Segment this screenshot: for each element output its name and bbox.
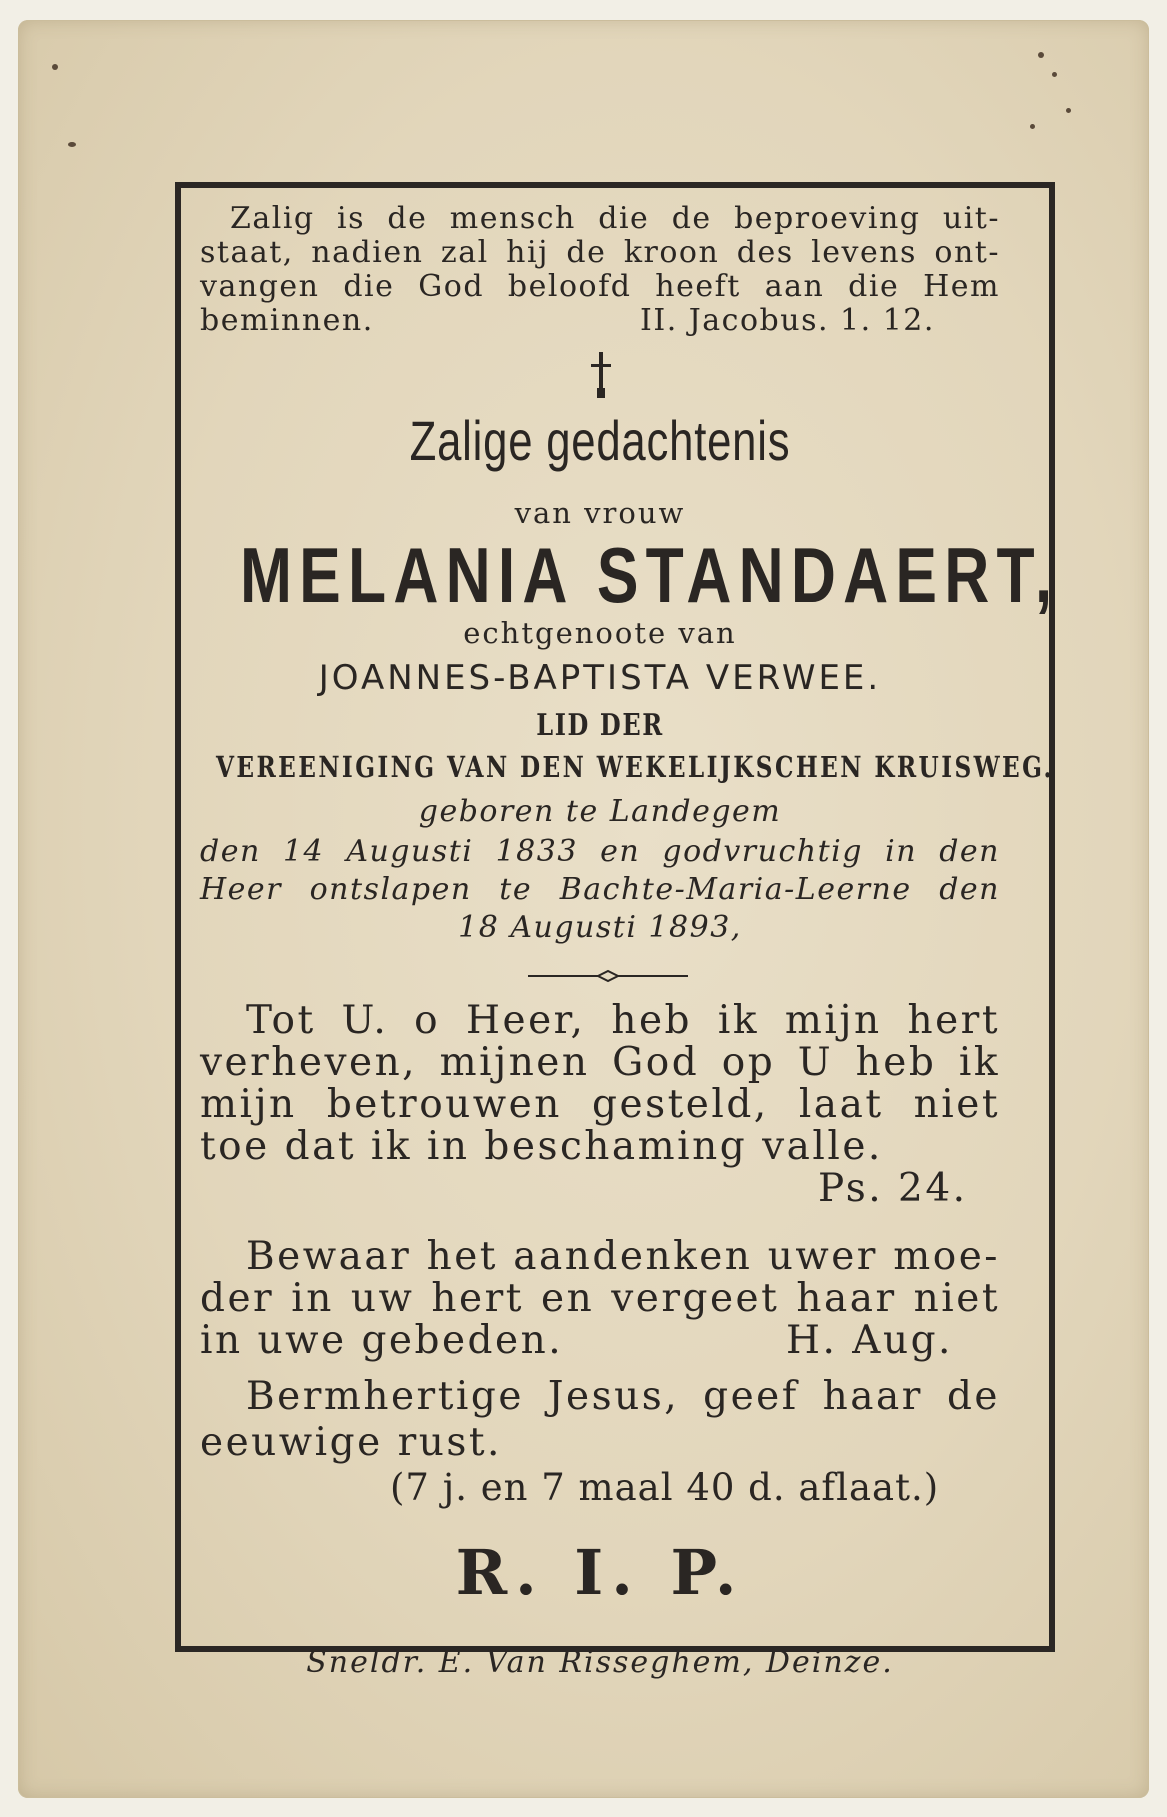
prayer-line: eeuwige rust.: [200, 1420, 502, 1465]
foxing-spot: [68, 142, 76, 147]
printer-credit: Sneldr. E. Van Risseghem, Deinze.: [306, 1645, 894, 1680]
foxing-spot: [52, 64, 58, 70]
spouse-label: echtgenoote van: [463, 616, 737, 650]
death-date-line: 18 Augusti 1893,: [458, 910, 742, 945]
memorial-title: Zalige gedachtenis: [409, 409, 791, 472]
foxing-spot: [1038, 52, 1044, 58]
birth-death-line: den 14 Augusti 1833 en godvruchtig in den: [200, 834, 1000, 869]
foxing-spot: [1052, 72, 1057, 77]
augustine-reference: H. Aug.: [786, 1318, 953, 1363]
psalm-reference: Ps. 24.: [818, 1166, 968, 1211]
name-prefix: van vrouw: [514, 496, 686, 530]
augustine-line: der in uw hert en vergeet haar niet: [200, 1276, 1000, 1321]
member-label: LID DER: [536, 708, 664, 743]
spouse-name: JOANNES-BAPTISTA VERWEE.: [318, 658, 882, 698]
epigraph-line: staat, nadien zal hij de kroon des levens ont-: [200, 235, 1000, 270]
epigraph-reference: II. Jacobus. 1. 12.: [640, 303, 935, 338]
augustine-line: Bewaar het aandenken uwer moe-: [246, 1234, 1000, 1279]
epigraph-line: vangen die God beloofd heeft aan die Hem: [200, 269, 1000, 304]
prayer-line: Bermhertige Jesus, geef haar de: [246, 1374, 1000, 1419]
ornamental-divider: [528, 969, 688, 983]
foxing-spot: [1066, 108, 1071, 113]
augustine-line: in uwe gebeden.: [200, 1318, 564, 1363]
birth-line: geboren te Landegem: [418, 794, 782, 829]
psalm-line: verheven, mijnen God op U heb ik: [200, 1040, 1000, 1085]
psalm-line: toe dat ik in beschaming valle.: [200, 1124, 883, 1169]
psalm-line: mijn betrouwen gesteld, laat niet: [200, 1082, 1000, 1127]
cross-icon: [589, 352, 613, 398]
rip-inscription: R. I. P.: [455, 1536, 745, 1609]
deceased-name: MELANIA STANDAERT,: [240, 531, 1060, 619]
indulgence-note: (7 j. en 7 maal 40 d. aflaat.): [390, 1466, 940, 1509]
foxing-spot: [1030, 124, 1035, 129]
epigraph-line: beminnen.: [200, 303, 374, 338]
association-name: VEREENIGING VAN DEN WEKELIJKSCHEN KRUISWEG.: [216, 750, 1054, 784]
birth-death-line: Heer ontslapen te Bachte-Maria-Leerne den: [200, 872, 1000, 907]
psalm-line: Tot U. o Heer, heb ik mijn hert: [246, 998, 1000, 1043]
epigraph-line: Zalig is de mensch die de beproeving uit-: [230, 201, 1000, 236]
